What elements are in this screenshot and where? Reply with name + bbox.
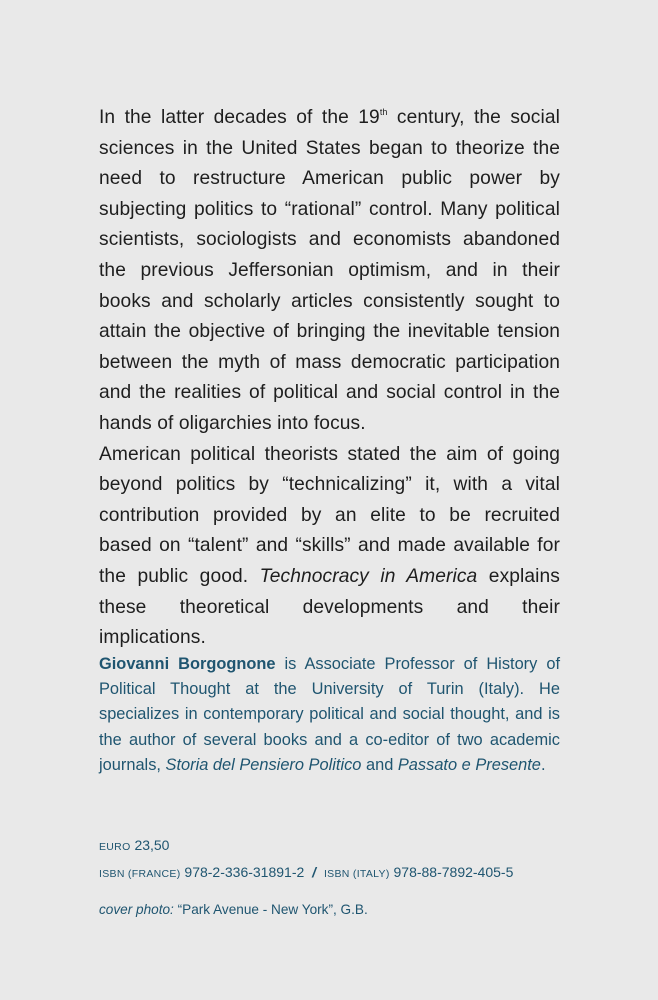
ordinal-superscript: th — [379, 107, 388, 117]
price-label: EURO — [99, 841, 131, 853]
book-description — [99, 103, 560, 654]
journal-title-2: Passato e Presente — [397, 755, 541, 774]
cover-photo-label: cover photo: — [99, 902, 174, 917]
isbn-separator: / — [312, 864, 317, 880]
author-name: Giovanni Borgognone — [99, 655, 276, 673]
description-paragraph-2: American political theorists stated the aim of going beyond politics by “technicalizing” it, with a vital contribution provided by an elite to be recruited based on “talent” and “skills” and made available for the public good. Technocracy in America explains these theoretical developments and their implications. — [99, 443, 560, 649]
book-title: Technocracy in America — [259, 565, 478, 587]
cover-photo-value: “Park Avenue - New York”, G.B. — [177, 902, 368, 917]
isbn-line: ISBN (FRANCE) 978-2-336-31891-2 / ISBN (ITALY) 978-88-7892-405-5 — [99, 864, 514, 880]
price-line — [99, 836, 169, 856]
journal-title-1: Storia del Pensiero Politico — [165, 755, 362, 774]
price-value: 23,50 — [134, 837, 170, 853]
author-bio: Giovanni Borgognone is Associate Professor of History of Political Thought at the University of Turin (Italy). He specializes in contemporary political and social thought, and is the author of several books and a co-editor of two academic journals, Storia del Pensiero Politico and Passato e Presente. — [99, 655, 561, 774]
cover-photo-credit — [99, 901, 368, 919]
isbn-italy: 978-88-7892-405-5 — [393, 864, 514, 880]
description-paragraph-1: In the latter decades of the 19th century, the social sciences in the United States began to theorize the need to restructure American public power by subjecting politics to “rational” control. Many political scientists, sociologists and economists abandoned the previous Jeffersonian optimism, and in their books and scholarly articles consistently sought to attain the objective of bringing the inevitable tension between the myth of mass democratic participation and the realities of political and social control in the hands of oligarchies into focus. — [99, 107, 560, 434]
isbn-france: 978-2-336-31891-2 — [184, 864, 305, 880]
